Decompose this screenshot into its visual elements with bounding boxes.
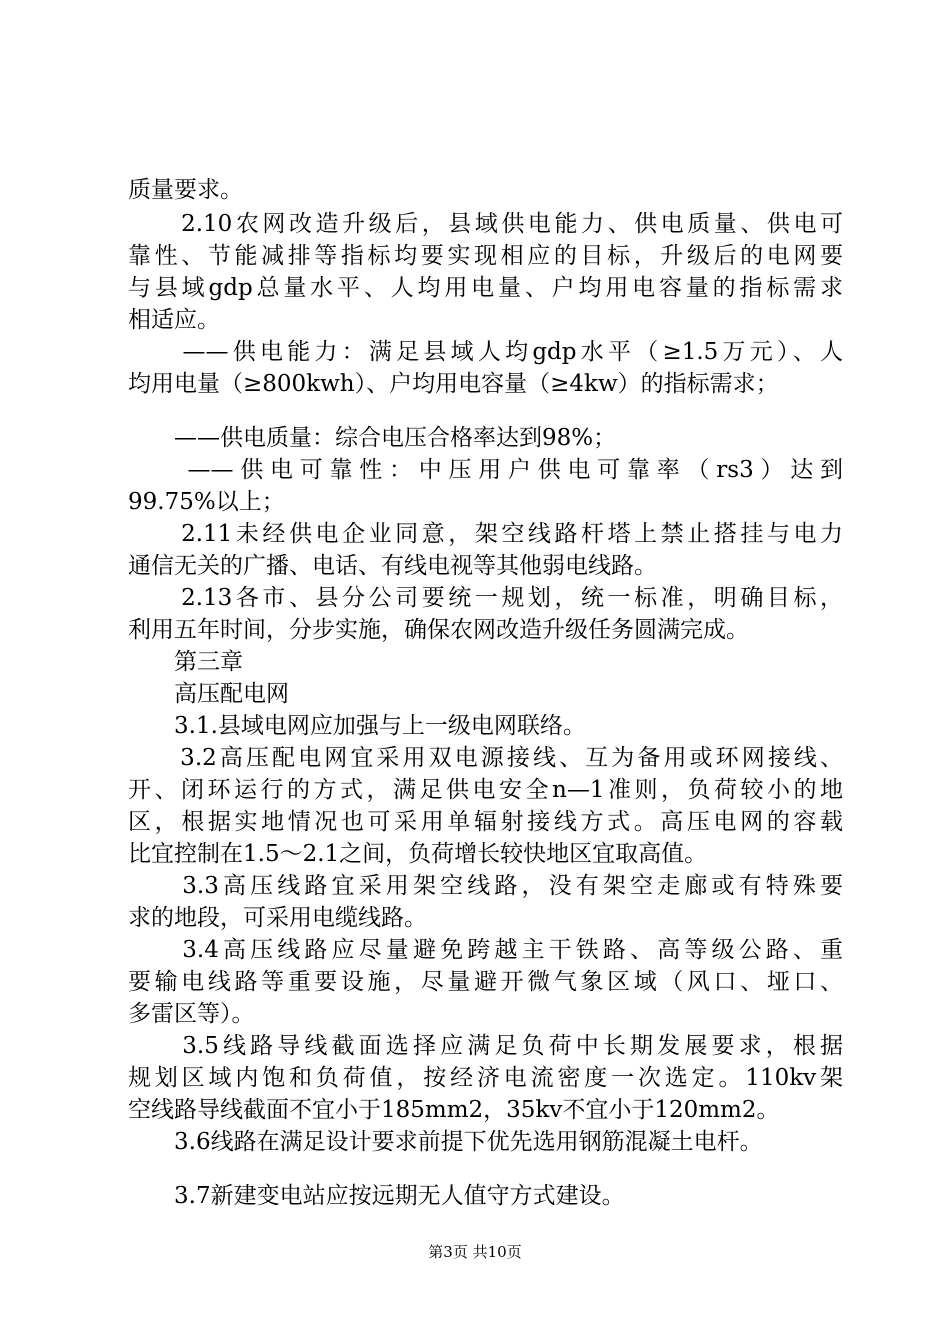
text-line: 通信无关的广播、电话、有线电视等其他弱电线路。	[128, 553, 657, 579]
text-line: 靠性、节能减排等指标均要实现相应的目标，升级后的电网要	[128, 243, 843, 269]
text-line: 3.4高压线路应尽量避免跨越主干铁路、高等级公路、重	[128, 937, 843, 963]
text-line: 求的地段，可采用电缆线路。	[128, 905, 427, 931]
text-line: 与县域gdp总量水平、人均用电量、户均用电容量的指标需求	[128, 275, 843, 301]
text-line: ——供电可靠性：中压用户供电可靠率（rs3）达到	[128, 457, 843, 483]
chapter-heading: 第三章	[128, 649, 243, 675]
text-line: 3.6线路在满足设计要求前提下优先选用钢筋混凝土电杆。	[128, 1129, 763, 1155]
text-line: 规划区域内饱和负荷值，按经济电流密度一次选定。110kv架	[128, 1065, 843, 1091]
text-line: 质量要求。	[128, 177, 243, 203]
text-line: 空线路导线截面不宜小于185mm2，35kv不宜小于120mm2。	[128, 1097, 780, 1123]
text-line: 3.5线路导线截面选择应满足负荷中长期发展要求，根据	[128, 1033, 843, 1059]
text-line: 2.13各市、县分公司要统一规划，统一标准，明确目标，	[128, 585, 843, 611]
text-line: 3.1.县域电网应加强与上一级电网联络。	[128, 713, 586, 739]
text-line: 区，根据实地情况也可采用单辐射接线方式。高压电网的容载	[128, 809, 843, 835]
chapter-title: 高压配电网	[128, 681, 289, 707]
page-number-footer: 第3页 共10页	[428, 1243, 522, 1261]
text-line: 2.10农网改造升级后，县域供电能力、供电质量、供电可	[128, 211, 843, 237]
text-line: 相适应。	[128, 307, 220, 333]
text-line: 2.11未经供电企业同意，架空线路杆塔上禁止搭挂与电力	[128, 521, 843, 547]
text-line: 开、闭环运行的方式，满足供电安全n—1准则，负荷较小的地	[128, 777, 843, 803]
text-line: 均用电量（≥800kwh）、户均用电容量（≥4kw）的指标需求；	[128, 371, 779, 397]
text-line: 99.75%以上；	[128, 489, 285, 515]
text-line: 比宜控制在1.5～2.1之间，负荷增长较快地区宜取高值。	[128, 841, 708, 867]
text-line: ——供电能力：满足县域人均gdp水平（≥1.5万元）、人	[128, 339, 843, 365]
text-line: 3.2高压配电网宜采用双电源接线、互为备用或环网接线、	[128, 745, 843, 771]
text-line: 3.7新建变电站应按远期无人值守方式建设。	[128, 1183, 625, 1209]
text-line: 3.3高压线路宜采用架空线路，没有架空走廊或有特殊要	[128, 873, 843, 899]
text-line: 多雷区等）。	[128, 1001, 255, 1027]
text-line: 要输电线路等重要设施，尽量避开微气象区域（风口、垭口、	[128, 969, 843, 995]
text-line: ——供电质量：综合电压合格率达到98%；	[128, 425, 617, 451]
text-line: 利用五年时间，分步实施，确保农网改造升级任务圆满完成。	[128, 617, 749, 643]
